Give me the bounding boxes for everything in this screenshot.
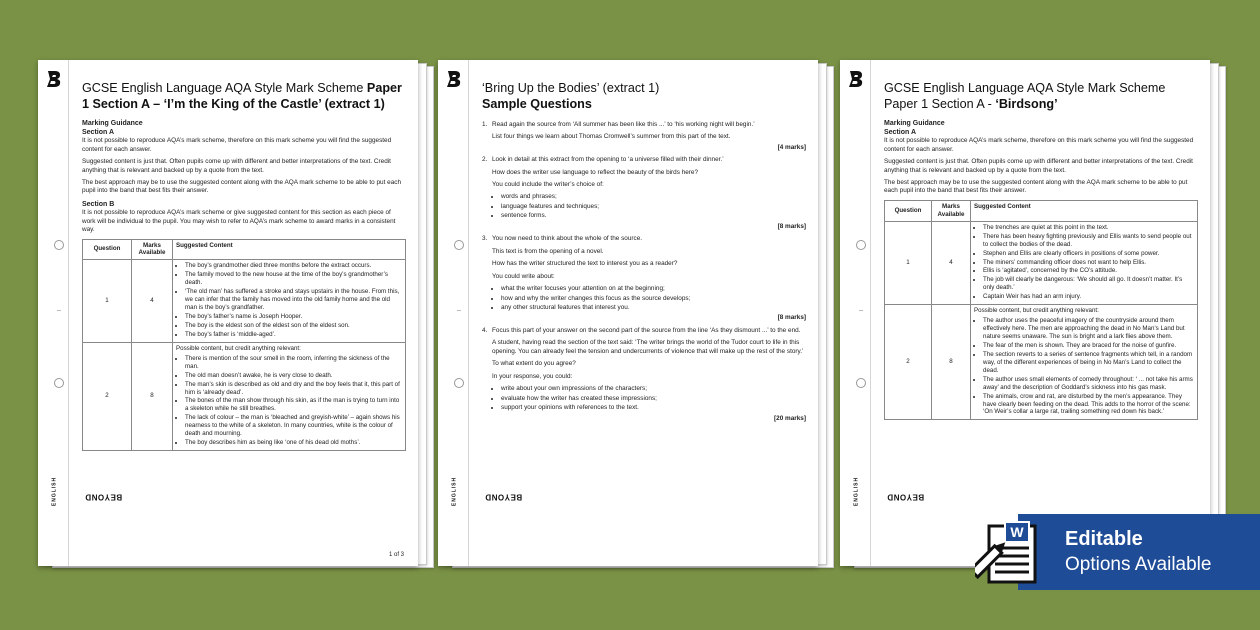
question-block [482,156,806,231]
section-a-heading: Section A [884,128,917,136]
marks-label: [20 marks] [774,414,806,422]
question-number: 1. [482,120,488,128]
question-text: To what extent do you agree? [492,360,576,368]
marks-label: [8 marks] [777,314,806,322]
list-item: • what the writer focuses your attention on at the beginning; [501,285,806,293]
list-item: • The boy’s father is ‘middle-aged’. [185,331,402,339]
list-item: • support your opinions with references to the text. [501,404,806,412]
mark-scheme-page [840,60,1210,566]
question-text: Focus this part of your answer on the second part of the source from the line ‘As they dismount ...’ to the end. [492,326,801,334]
guidance-paragraph: Suggested content is just that. Often pupils come up with different and better interpretations of the text. Credit anything that is relevant and backed up by a quote from the text. [884,158,1193,174]
marking-guidance-heading: Marking Guidance [884,119,945,127]
guidance-paragraph: It is not possible to reproduce AQA’s mark scheme, therefore on this mark scheme you will find the suggested content for each answer. [82,137,392,153]
header-content: Suggested Content [971,200,1198,221]
fold-mark [457,310,461,311]
title-part-2: ‘Birdsong’ [995,97,1058,112]
document-card-2[interactable] [438,60,830,568]
list-item: • evaluate how the writer has created these impressions; [501,395,806,403]
list-item: • The author uses the peaceful imagery of the countryside around them effectively here. The men are approaching the dead in No Man’s Land but nature seems unaware. The sun is bright and a lark flies above them. [983,317,1194,341]
guidance-paragraph: It is not possible to reproduce AQA’s mark scheme, therefore on this mark scheme you will find the suggested content for each answer. [884,137,1194,153]
binder-hole [54,378,64,388]
list-item: • write about your own impressions of the characters; [501,385,806,393]
content-intro: Possible content, but credit anything relevant: [974,307,1099,315]
beyond-logo-icon [446,70,462,88]
table-row [885,221,1198,304]
list-item: • Stephen and Ellis are clearly officers in positions of some power. [983,250,1194,258]
table-row [83,260,406,342]
header-question: Question [83,239,132,260]
list-item: • The boy describes him as being like ‘one of his dead old moths’. [185,439,402,447]
mark-scheme-table [82,239,406,452]
page-content [82,80,406,560]
page-gutter [438,60,523,566]
mark-scheme-page [38,60,418,566]
question-number: 3. [482,235,488,243]
list-item: • The section reverts to a series of sentence fragments which tell, in a random way, of the different experiences of being in No Man’s Land to collect the dead. [983,351,1194,375]
list-item: • The boy’s father’s name is Joseph Hooper. [185,313,402,321]
question-text: How does the writer use language to reflect the beauty of the birds here? [492,168,699,176]
question-text: You now need to think about the whole of the source. [492,235,643,243]
question-number: 4. [482,326,488,334]
brand-sub: ENGLISH [853,476,860,507]
marking-guidance-heading: Marking Guidance [82,119,143,127]
title-part-1: GCSE English Language AQA Style Mark Scheme [82,81,367,95]
question-text: Look in detail at this extract from the opening to ‘a universe filled with their dinner.’ [492,156,724,164]
table-row [83,342,406,450]
beyond-english-brand [41,438,123,548]
header-content: Suggested Content [173,239,406,260]
header-question: Question [885,200,932,221]
beyond-english-brand [843,438,925,548]
page-number: 1 of 3 [388,552,404,558]
header-marks: Marks Available [132,239,173,260]
binder-hole [54,240,64,250]
title-part-2: Sample Questions [482,97,592,112]
list-item: • ‘The old man’ has suffered a stroke and stays upstairs in the house. From this, we can infer that the family has moved into the old family home and the old man is the boy’s grandfather. [185,288,402,312]
marks-value: 4 [132,260,173,342]
guidance-paragraph: It is not possible to reproduce AQA’s mark scheme or give suggested content for this section as each piece of work will be individual to the pupil. You may wish to refer to AQA’s mark scheme to award marks in a consistent way. [82,209,396,234]
list-item: • The job will clearly be dangerous: ‘We should all go. It doesn’t matter. It’s only death.’ [983,276,1194,292]
mark-scheme-table [884,200,1198,421]
list-item: • words and phrases; [501,193,806,201]
guidance-paragraph: The best approach may be to use the suggested content along with the AQA mark scheme to be able to put each pupil into the band that best fits their answer. [884,179,1188,195]
question-number: 1 [885,221,932,304]
question-number: 2. [482,156,488,164]
brand-main: BEYOND [84,492,123,502]
marks-value: 4 [932,221,971,304]
document-card-1[interactable] [38,60,430,568]
badge-line-1: Editable [1065,528,1143,550]
question-text: In your response, you could: [492,372,573,380]
marks-label: [8 marks] [777,222,806,230]
marks-value: 8 [932,305,971,420]
guidance-paragraph: The best approach may be to use the suggested content along with the AQA mark scheme to be able to put each pupil into the band that best fits their answer. [82,179,402,195]
question-text: A student, having read the section of the text said: ‘The writer brings the world of the Tudor court to life in this opening. You can already feel the tension and undercurrents of violence that will make up the rest of the story.’ [492,339,804,355]
list-item: • The boy’s grandmother died three months before the extract occurs. [185,262,402,270]
list-item: • The miners’ commanding officer does not want to help Ellis. [983,259,1194,267]
table-header-row [885,200,1198,221]
list-item: • sentence forms. [501,212,806,220]
beyond-english-brand [441,438,523,548]
editable-options-badge[interactable] [1018,514,1260,590]
question-block [482,327,806,423]
editable-document-icon [975,520,1045,588]
beyond-logo-icon [848,70,864,88]
question-text: How has the writer structured the text to interest you as a reader? [492,260,678,268]
question-text: Read again the source from ‘All summer has been like this ...’ to ‘his working night will begin.’ [492,120,755,128]
suggested-content [971,305,1198,420]
list-item: • any other structural features that interest you. [501,304,806,312]
section-b-heading: Section B [82,200,115,208]
question-number: 2 [885,305,932,420]
fold-mark [57,310,61,311]
binder-hole [454,378,464,388]
list-item: • There is mention of the sour smell in the room, inferring the sickness of the man. [185,355,402,371]
page-content [884,80,1198,560]
title-part-2: Paper 1 Section A – ‘I’m the King of the Castle’ (extract 1) [82,81,402,112]
question-text: List four things we learn about Thomas Cromwell’s summer from this part of the text. [492,133,731,141]
beyond-logo-icon [46,70,62,88]
list-item: • language features and techniques; [501,203,806,211]
binder-hole [856,240,866,250]
page-title [884,80,1198,113]
table-header-row [83,239,406,260]
suggested-content [971,221,1198,304]
binder-hole [856,378,866,388]
marks-value: 8 [132,342,173,450]
title-part-1: GCSE English Language AQA Style Mark Scheme Paper 1 Section A - [884,81,1166,112]
content-intro: Possible content, but credit anything relevant: [176,344,301,352]
question-text: This text is from the opening of a novel. [492,247,604,255]
questions-page [438,60,818,566]
suggested-content [173,342,406,450]
list-item: • how and why the writer changes this focus as the source develops; [501,295,806,303]
table-row [885,305,1198,420]
list-item: • The author uses small elements of comedy throughout: ‘ ... not take his arms away’ and the description of Goddard’s sickness into his gas mask. [983,376,1194,392]
badge-line-2: Options Available [1065,554,1212,575]
brand-sub: ENGLISH [451,476,458,507]
question-block [482,121,806,152]
section-a-heading: Section A [82,128,115,136]
question-text: You could include the writer’s choice of: [492,180,604,188]
document-card-3[interactable] [840,60,1225,568]
page-content [482,80,806,560]
list-item: • The bones of the man show through his skin, as if the man is trying to turn into a skeleton while he still breathes. [185,397,402,413]
fold-mark [859,310,863,311]
guidance-paragraph: Suggested content is just that. Often pupils come up with different and better interpretations of the text. Credit anything that is relevant and backed up by a quote from the text. [82,158,391,174]
list-item: • The man’s skin is described as old and dry and the boy feels that it, this part of him is ‘already dead’. [185,381,402,397]
page-title [82,80,406,113]
list-item: • The old man doesn’t awake, he is very close to death. [185,372,402,380]
binder-hole [454,240,464,250]
list-item: • There has been heavy fighting previously and Ellis wants to send people out to collect the bodies of the dead. [983,233,1194,249]
brand-main: BEYOND [484,492,523,502]
brand-sub: ENGLISH [51,476,58,507]
question-number: 1 [83,260,132,342]
list-item: • Ellis is ‘agitated’, concerned by the CO’s attitude. [983,267,1194,275]
header-marks: Marks Available [932,200,971,221]
list-item: • The family moved to the new house at the time of the boy’s grandmother’s death. [185,271,402,287]
list-item: • The trenches are quiet at this point in the text. [983,224,1194,232]
question-block [482,235,806,323]
question-text: You could write about: [492,272,555,280]
question-number: 2 [83,342,132,450]
list-item: • Captain Weir has had an arm injury. [983,293,1194,301]
page-title [482,80,806,113]
title-part-1: ‘Bring Up the Bodies’ (extract 1) [482,81,660,95]
marks-label: [4 marks] [777,143,806,151]
brand-main: BEYOND [886,492,925,502]
list-item: • The lack of colour – the man is ‘bleached and greyish-white’ – again shows his nearness to the white of a skeleton. In many countries, white is the colour of death and mourning. [185,414,402,438]
suggested-content [173,260,406,342]
svg-text:W: W [1010,524,1024,540]
list-item: • The fear of the men is shown. They are braced for the noise of gunfire. [983,342,1194,350]
list-item: • The boy is the eldest son of the eldest son of the eldest son. [185,322,402,330]
list-item: • The animals, crow and rat, are disturbed by the men’s appearance. They have clearly been feeding on the dead. This adds to the horror of the scene: ‘On Weir’s collar a large rat, trailing something red down his back.’ [983,393,1194,417]
